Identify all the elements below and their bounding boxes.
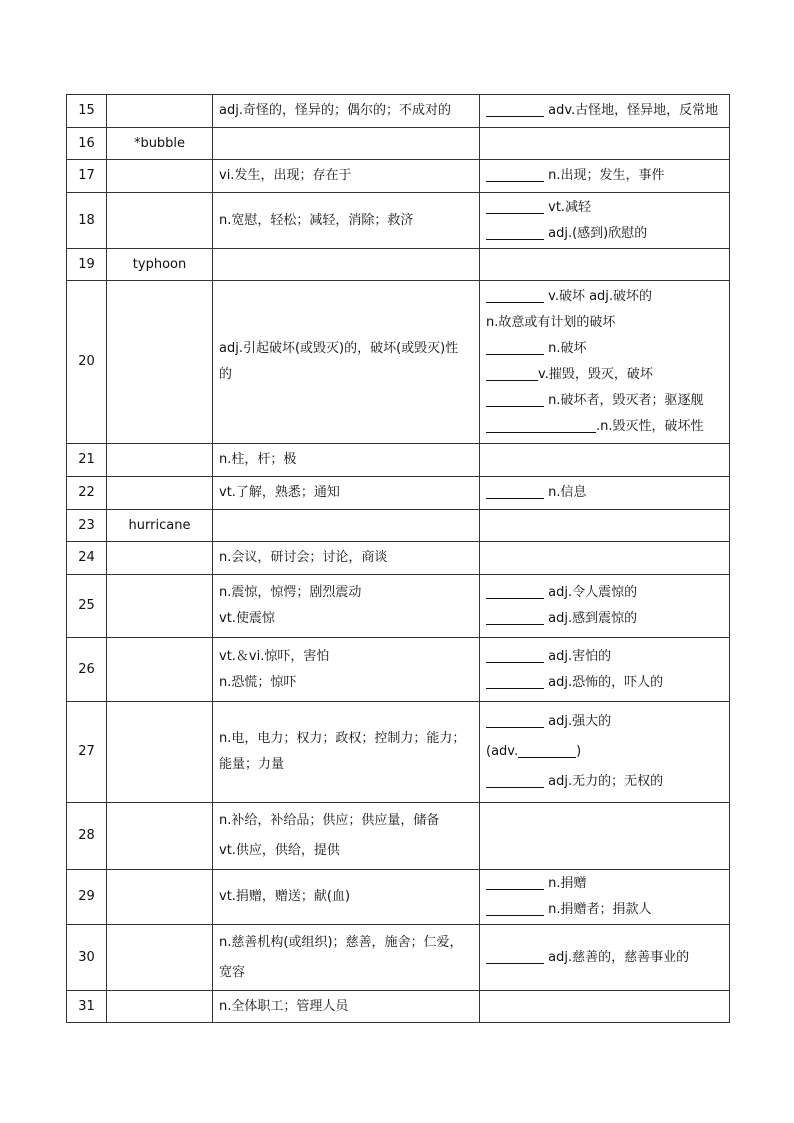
meaning-cell — [213, 95, 480, 128]
meaning-cell — [213, 803, 480, 870]
fill-blank[interactable] — [486, 199, 544, 214]
word-cell: *bubble — [107, 128, 213, 160]
fill-blank[interactable] — [486, 610, 544, 625]
row-number: 21 — [67, 444, 107, 477]
derivative-line: n.信息 — [486, 480, 723, 506]
derivative-cell — [480, 193, 730, 249]
derivative-line: vt.减轻 — [486, 195, 723, 221]
meaning-cell — [213, 702, 480, 803]
word-cell — [107, 281, 213, 444]
derivative-line: adv.古怪地，怪异地，反常地 — [486, 98, 723, 124]
meaning-line: n.电，电力；权力；政权；控制力；能力； — [219, 731, 466, 746]
derivative-line: n.捐赠 — [486, 871, 723, 897]
row-number: 27 — [67, 702, 107, 803]
derivative-cell — [480, 991, 730, 1023]
derivative-line: n.破坏 — [486, 336, 723, 362]
table-row — [67, 193, 730, 249]
fill-blank[interactable] — [486, 773, 544, 788]
meaning-cell — [213, 249, 480, 281]
meaning-cell — [213, 638, 480, 702]
row-number: 22 — [67, 477, 107, 510]
derivative-cell — [480, 281, 730, 444]
fill-blank[interactable] — [486, 102, 544, 117]
row-number: 24 — [67, 542, 107, 575]
table-row — [67, 702, 730, 803]
derivative-line: n.捐赠者；捐款人 — [486, 897, 723, 923]
row-number: 28 — [67, 803, 107, 870]
meaning-line: vt.捐赠，赠送；献(血) — [219, 889, 351, 904]
word-cell — [107, 575, 213, 638]
meaning-cell — [213, 477, 480, 510]
fill-blank[interactable] — [486, 713, 544, 728]
row-number: 29 — [67, 870, 107, 925]
derivative-cell — [480, 925, 730, 991]
derivative-line: n.故意或有计划的破坏 — [486, 315, 616, 330]
derivative-cell — [480, 702, 730, 803]
word-cell — [107, 991, 213, 1023]
vocabulary-table — [66, 94, 730, 1023]
table-row — [67, 638, 730, 702]
derivative-line: adj.无力的；无权的 — [486, 767, 723, 797]
meaning-cell — [213, 991, 480, 1023]
derivative-line: adj.(感到)欣慰的 — [486, 221, 723, 247]
word-cell — [107, 160, 213, 193]
derivative-cell — [480, 160, 730, 193]
fill-blank[interactable] — [486, 949, 544, 964]
derivative-cell — [480, 477, 730, 510]
derivative-line: adj.恐怖的，吓人的 — [486, 670, 723, 696]
fill-blank[interactable] — [486, 392, 544, 407]
row-number: 25 — [67, 575, 107, 638]
meaning-line: n.慈善机构(或组织)；慈善，施舍；仁爱， — [219, 934, 463, 950]
word-cell — [107, 870, 213, 925]
table-row — [67, 281, 730, 444]
meaning-line: vt.使震惊 — [219, 611, 275, 626]
word-cell — [107, 444, 213, 477]
meaning-line: vt.了解，熟悉；通知 — [219, 485, 340, 500]
derivative-cell — [480, 510, 730, 542]
derivative-line: adj.令人震惊的 — [486, 580, 723, 606]
table-row — [67, 575, 730, 638]
meaning-cell — [213, 160, 480, 193]
table-row — [67, 542, 730, 575]
word-cell — [107, 477, 213, 510]
derivative-line: adj.慈善的，慈善事业的 — [486, 945, 723, 971]
derivative-cell — [480, 444, 730, 477]
meaning-line: 宽容 — [219, 964, 246, 980]
derivative-line: adj.强大的 — [486, 707, 723, 737]
word-cell: hurricane — [107, 510, 213, 542]
word-cell — [107, 95, 213, 128]
derivative-cell — [480, 638, 730, 702]
meaning-line: n.宽慰，轻松；减轻，消除；救济 — [219, 212, 414, 228]
meaning-cell — [213, 870, 480, 925]
row-number: 26 — [67, 638, 107, 702]
word-cell — [107, 638, 213, 702]
derivative-cell — [480, 803, 730, 870]
row-number: 17 — [67, 160, 107, 193]
word-cell: typhoon — [107, 249, 213, 281]
word-cell — [107, 193, 213, 249]
meaning-cell — [213, 575, 480, 638]
table-row — [67, 249, 730, 281]
derivative-line: n.破坏者，毁灭者；驱逐舰 — [486, 388, 723, 414]
table-row — [67, 991, 730, 1023]
derivative-cell — [480, 95, 730, 128]
meaning-line: 的 — [219, 367, 233, 382]
derivative-cell — [480, 128, 730, 160]
meaning-line: vt.供应，供给，提供 — [219, 843, 340, 858]
row-number: 30 — [67, 925, 107, 991]
table-row — [67, 803, 730, 870]
meaning-line: n.柱，杆；极 — [219, 452, 297, 467]
table-row — [67, 925, 730, 991]
meaning-cell — [213, 925, 480, 991]
word-cell — [107, 542, 213, 575]
derivative-line: v.摧毁，毁灭，破坏 — [486, 362, 723, 388]
fill-blank[interactable] — [486, 340, 544, 355]
row-number: 23 — [67, 510, 107, 542]
table-row — [67, 160, 730, 193]
meaning-line: n.补给，补给品；供应；供应量，储备 — [219, 813, 440, 828]
fill-blank[interactable] — [486, 674, 544, 689]
meaning-line: adj.引起破坏(或毁灭)的，破坏(或毁灭)性 — [219, 341, 459, 356]
meaning-line: vt.＆vi.惊吓，害怕 — [219, 648, 330, 664]
row-number: 31 — [67, 991, 107, 1023]
row-number: 15 — [67, 95, 107, 128]
fill-blank[interactable] — [486, 875, 544, 890]
fill-blank[interactable] — [486, 288, 544, 303]
derivative-cell — [480, 249, 730, 281]
fill-blank[interactable] — [486, 648, 544, 663]
row-number: 19 — [67, 249, 107, 281]
meaning-cell — [213, 281, 480, 444]
table-row — [67, 128, 730, 160]
derivative-line: v.破坏 adj.破坏的 — [486, 284, 723, 310]
fill-blank[interactable] — [486, 901, 544, 916]
meaning-line: n.会议，研讨会；讨论，商谈 — [219, 550, 388, 565]
derivative-line: n.出现；发生，事件 — [486, 163, 723, 189]
row-number: 16 — [67, 128, 107, 160]
fill-blank[interactable] — [486, 225, 544, 240]
derivative-cell — [480, 870, 730, 925]
fill-blank[interactable] — [518, 743, 576, 758]
meaning-line: 能量；力量 — [219, 757, 285, 772]
fill-blank[interactable] — [486, 484, 544, 499]
row-number: 18 — [67, 193, 107, 249]
fill-blank[interactable] — [486, 366, 538, 381]
meaning-line: n.恐慌；惊吓 — [219, 674, 297, 690]
meaning-cell — [213, 510, 480, 542]
meaning-cell — [213, 444, 480, 477]
derivative-line: .n.毁灭性，破坏性 — [486, 414, 723, 440]
table-row — [67, 477, 730, 510]
word-cell — [107, 925, 213, 991]
derivative-cell — [480, 575, 730, 638]
word-cell — [107, 803, 213, 870]
row-number: 20 — [67, 281, 107, 444]
meaning-line: n.全体职工；管理人员 — [219, 998, 349, 1014]
meaning-cell — [213, 542, 480, 575]
table-row — [67, 444, 730, 477]
fill-blank[interactable] — [486, 167, 544, 182]
table-row — [67, 95, 730, 128]
table-row — [67, 870, 730, 925]
fill-blank[interactable] — [486, 584, 544, 599]
meaning-line: vi.发生，出现；存在于 — [219, 168, 352, 183]
meaning-cell — [213, 128, 480, 160]
derivative-line: (adv. ) — [486, 744, 582, 759]
meaning-line: adj.奇怪的，怪异的；偶尔的；不成对的 — [219, 103, 451, 118]
word-cell — [107, 702, 213, 803]
fill-blank[interactable] — [486, 418, 596, 433]
derivative-line: adj.感到震惊的 — [486, 606, 723, 632]
meaning-cell — [213, 193, 480, 249]
meaning-line: n.震惊，惊愕；剧烈震动 — [219, 585, 362, 600]
derivative-line: adj.害怕的 — [486, 644, 723, 670]
derivative-cell — [480, 542, 730, 575]
table-row — [67, 510, 730, 542]
